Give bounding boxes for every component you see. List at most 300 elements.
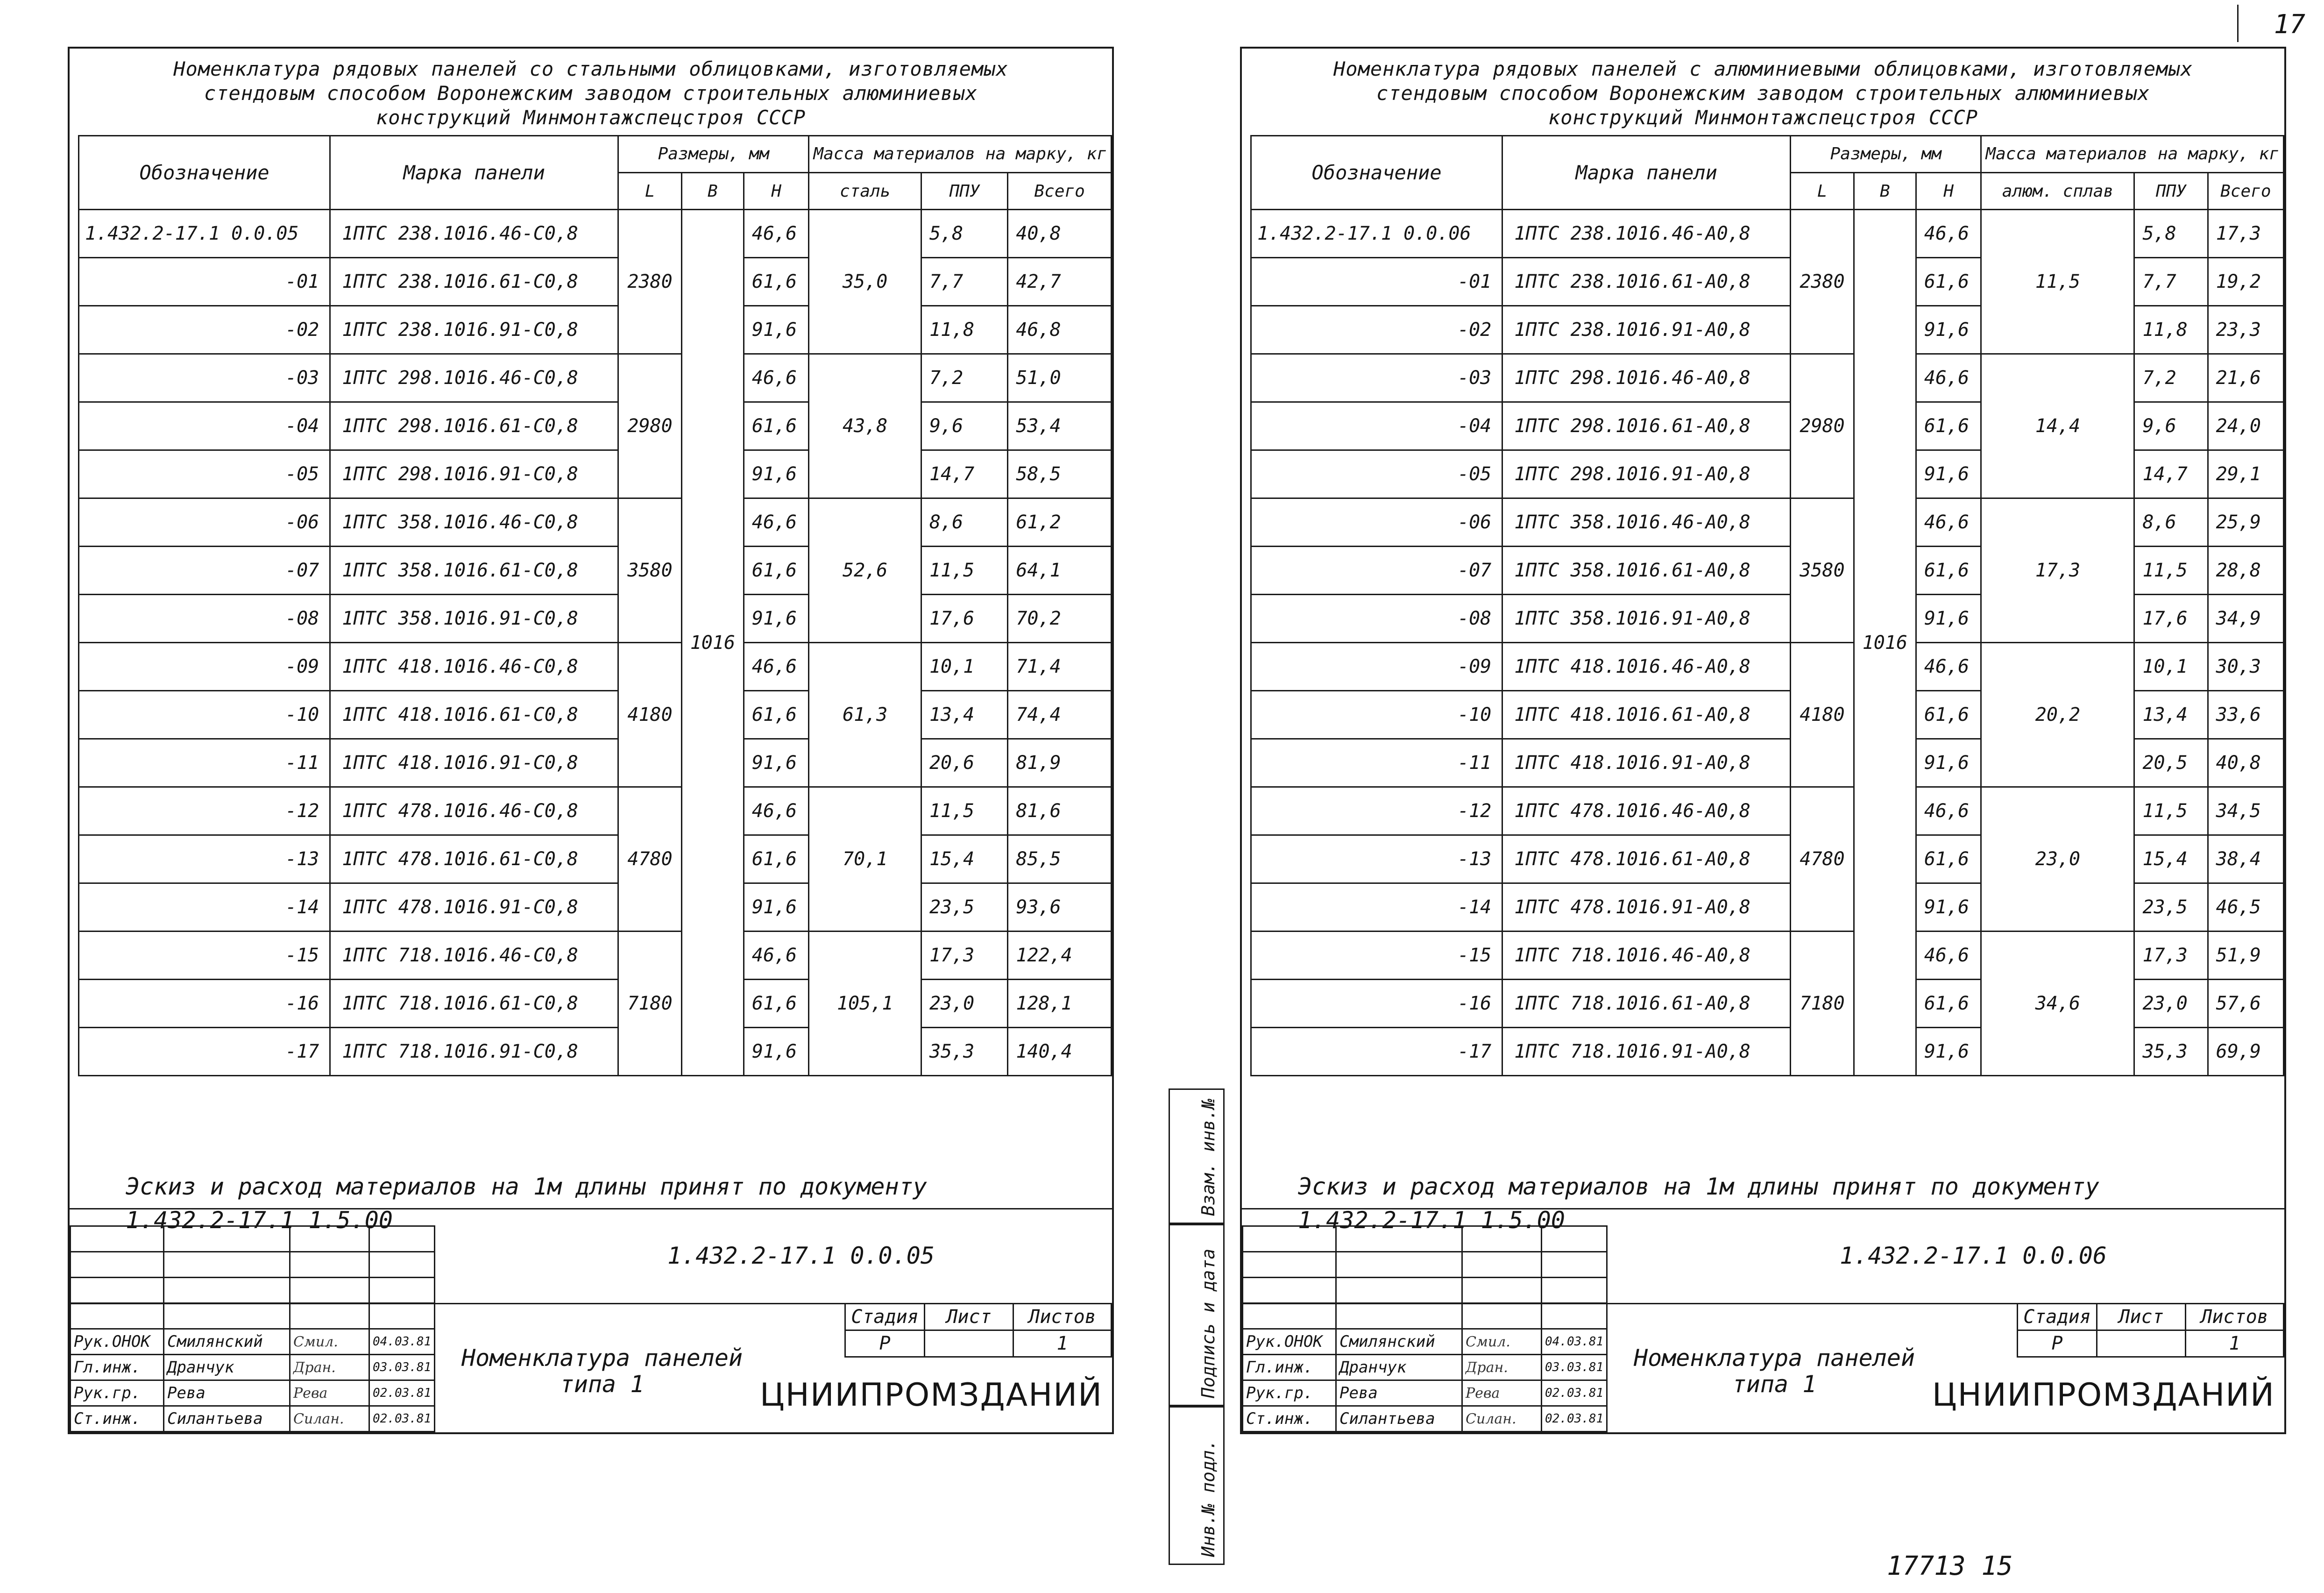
title-line: стендовым способом Воронежским заводом строительных алюминиевых bbox=[204, 82, 978, 105]
ppu-cell: 9,6 bbox=[921, 402, 1007, 450]
height-cell: 46,6 bbox=[744, 210, 809, 258]
note-line: 1.432.2-17.1 1.5.00 bbox=[1298, 1207, 1565, 1234]
designation-cell: -16 bbox=[1251, 980, 1502, 1028]
designation-cell: -17 bbox=[79, 1028, 330, 1076]
brand-cell: 1ПТС 478.1016.61-С0,8 bbox=[330, 835, 618, 883]
col-sizes-header: Размеры, мм bbox=[1791, 136, 1981, 173]
stamp-role: Гл.инж. bbox=[1243, 1355, 1336, 1380]
designation-cell: -08 bbox=[79, 595, 330, 643]
col-material-header: сталь bbox=[809, 173, 921, 210]
brand-cell: 1ПТС 478.1016.91-А0,8 bbox=[1502, 883, 1791, 932]
table-row bbox=[1251, 354, 2284, 402]
nomenclature-table bbox=[1250, 135, 2284, 1076]
height-cell: 61,6 bbox=[744, 980, 809, 1028]
ppu-cell: 15,4 bbox=[921, 835, 1007, 883]
sheets-label: Листов bbox=[1013, 1304, 1112, 1330]
stamp-role: Рук.гр. bbox=[1243, 1380, 1336, 1406]
table-row bbox=[79, 210, 1112, 258]
stamp-role: Ст.инж. bbox=[1243, 1406, 1336, 1432]
ppu-cell: 20,5 bbox=[2134, 739, 2208, 787]
ppu-cell: 14,7 bbox=[2134, 450, 2208, 498]
sheets-value: 1 bbox=[1013, 1330, 1112, 1357]
total-cell: 74,4 bbox=[1008, 691, 1112, 739]
designation-cell: 1.432.2-17.1 0.0.05 bbox=[79, 210, 330, 258]
designation-cell: -17 bbox=[1251, 1028, 1502, 1076]
stamp-person: Дранчук bbox=[1336, 1355, 1462, 1380]
stamp-role: Рук.ОНОК bbox=[1243, 1329, 1336, 1355]
total-cell: 24,0 bbox=[2208, 402, 2283, 450]
stamp-person: Рева bbox=[1336, 1380, 1462, 1406]
height-cell: 46,6 bbox=[744, 787, 809, 835]
length-cell: 2380 bbox=[1791, 210, 1854, 354]
total-cell: 42,7 bbox=[1008, 258, 1112, 306]
col-B-header: B bbox=[681, 173, 744, 210]
vertical-stamp-cell bbox=[1169, 1088, 1225, 1224]
stamp-cell bbox=[164, 1252, 290, 1278]
total-cell: 71,4 bbox=[1008, 643, 1112, 691]
brand-cell: 1ПТС 418.1016.91-А0,8 bbox=[1502, 739, 1791, 787]
signature: Рева bbox=[1462, 1380, 1542, 1406]
designation-cell: -06 bbox=[79, 498, 330, 547]
document-title: Номенклатура панелей типа 1 bbox=[1633, 1344, 1915, 1398]
ppu-cell: 7,7 bbox=[2134, 258, 2208, 306]
designation-cell: -14 bbox=[1251, 883, 1502, 932]
brand-cell: 1ПТС 418.1016.61-А0,8 bbox=[1502, 691, 1791, 739]
height-cell: 46,6 bbox=[744, 932, 809, 980]
total-cell: 57,6 bbox=[2208, 980, 2283, 1028]
brand-cell: 1ПТС 298.1016.61-А0,8 bbox=[1502, 402, 1791, 450]
brand-cell: 1ПТС 718.1016.46-А0,8 bbox=[1502, 932, 1791, 980]
brand-cell: 1ПТС 238.1016.61-А0,8 bbox=[1502, 258, 1791, 306]
nomenclature-table bbox=[78, 135, 1112, 1076]
total-cell: 21,6 bbox=[2208, 354, 2283, 402]
brand-cell: 1ПТС 298.1016.91-С0,8 bbox=[330, 450, 618, 498]
stamp-cell bbox=[1462, 1303, 1542, 1329]
height-cell: 61,6 bbox=[1916, 402, 1981, 450]
ppu-cell: 23,5 bbox=[2134, 883, 2208, 932]
height-cell: 61,6 bbox=[1916, 258, 1981, 306]
table-row bbox=[79, 787, 1112, 835]
ppu-cell: 13,4 bbox=[2134, 691, 2208, 739]
table-row bbox=[1251, 932, 2284, 980]
ppu-cell: 14,7 bbox=[921, 450, 1007, 498]
ppu-cell: 9,6 bbox=[2134, 402, 2208, 450]
ppu-cell: 7,2 bbox=[921, 354, 1007, 402]
stamp-cell bbox=[164, 1278, 290, 1303]
total-cell: 140,4 bbox=[1008, 1028, 1112, 1076]
stamp-cell bbox=[1542, 1278, 1607, 1303]
designation-cell: 1.432.2-17.1 0.0.06 bbox=[1251, 210, 1502, 258]
total-cell: 70,2 bbox=[1008, 595, 1112, 643]
table-row bbox=[79, 835, 1112, 883]
height-cell: 91,6 bbox=[744, 1028, 809, 1076]
total-cell: 128,1 bbox=[1008, 980, 1112, 1028]
stamp-date: 03.03.81 bbox=[369, 1355, 435, 1380]
height-cell: 61,6 bbox=[1916, 835, 1981, 883]
height-cell: 46,6 bbox=[1916, 354, 1981, 402]
brand-cell: 1ПТС 358.1016.61-А0,8 bbox=[1502, 547, 1791, 595]
total-cell: 33,6 bbox=[2208, 691, 2283, 739]
signature: Силан. bbox=[1462, 1406, 1542, 1432]
stamp-person: Дранчук bbox=[164, 1355, 290, 1380]
table-row bbox=[79, 980, 1112, 1028]
height-cell: 91,6 bbox=[1916, 1028, 1981, 1076]
total-cell: 69,9 bbox=[2208, 1028, 2283, 1076]
material-mass-cell: 11,5 bbox=[1981, 210, 2134, 354]
height-cell: 46,6 bbox=[1916, 643, 1981, 691]
material-mass-cell: 43,8 bbox=[809, 354, 921, 498]
length-cell: 3580 bbox=[1791, 498, 1854, 643]
brand-cell: 1ПТС 718.1016.61-А0,8 bbox=[1502, 980, 1791, 1028]
signature-table bbox=[70, 1225, 435, 1432]
material-mass-cell: 14,4 bbox=[1981, 354, 2134, 498]
brand-cell: 1ПТС 718.1016.91-А0,8 bbox=[1502, 1028, 1791, 1076]
height-cell: 91,6 bbox=[1916, 883, 1981, 932]
total-cell: 85,5 bbox=[1008, 835, 1112, 883]
total-cell: 38,4 bbox=[2208, 835, 2283, 883]
height-cell: 91,6 bbox=[744, 450, 809, 498]
ppu-cell: 8,6 bbox=[921, 498, 1007, 547]
stamp-role: Рук.гр. bbox=[71, 1380, 164, 1406]
stamp-date: 02.03.81 bbox=[369, 1380, 435, 1406]
table-row bbox=[79, 1028, 1112, 1076]
ppu-cell: 11,5 bbox=[921, 787, 1007, 835]
stamp-role: Гл.инж. bbox=[71, 1355, 164, 1380]
col-H-header: H bbox=[1916, 173, 1981, 210]
designation-cell: -13 bbox=[1251, 835, 1502, 883]
designation-cell: -06 bbox=[1251, 498, 1502, 547]
brand-cell: 1ПТС 418.1016.46-А0,8 bbox=[1502, 643, 1791, 691]
material-mass-cell: 23,0 bbox=[1981, 787, 2134, 932]
vertical-stamp-label: Подпись и дата bbox=[1198, 1248, 1219, 1398]
signature: Рева bbox=[290, 1380, 369, 1406]
brand-cell: 1ПТС 358.1016.91-С0,8 bbox=[330, 595, 618, 643]
height-cell: 91,6 bbox=[1916, 595, 1981, 643]
stamp-person: Силантьева bbox=[164, 1406, 290, 1432]
stamp-date: 02.03.81 bbox=[1542, 1406, 1607, 1432]
designation-cell: -07 bbox=[79, 547, 330, 595]
col-mass-header: Масса материалов на марку, кг bbox=[1981, 136, 2284, 173]
total-cell: 122,4 bbox=[1008, 932, 1112, 980]
col-total-header: Всего bbox=[1008, 173, 1112, 210]
height-cell: 61,6 bbox=[1916, 691, 1981, 739]
stage-table bbox=[844, 1303, 1112, 1358]
sheet-label: Лист bbox=[2097, 1304, 2186, 1330]
stamp-cell bbox=[369, 1226, 435, 1252]
stamp-cell bbox=[369, 1303, 435, 1329]
total-cell: 40,8 bbox=[1008, 210, 1112, 258]
table-row bbox=[79, 547, 1112, 595]
total-cell: 34,9 bbox=[2208, 595, 2283, 643]
document-title: Номенклатура панелей типа 1 bbox=[461, 1344, 743, 1398]
brand-cell: 1ПТС 298.1016.46-С0,8 bbox=[330, 354, 618, 402]
table-row bbox=[79, 643, 1112, 691]
table-row bbox=[79, 691, 1112, 739]
stamp-date: 02.03.81 bbox=[369, 1406, 435, 1432]
material-mass-cell: 35,0 bbox=[809, 210, 921, 354]
sheet-value bbox=[925, 1330, 1013, 1357]
length-cell: 7180 bbox=[618, 932, 682, 1076]
stage-label: Стадия bbox=[845, 1304, 925, 1330]
brand-cell: 1ПТС 358.1016.46-А0,8 bbox=[1502, 498, 1791, 547]
signature: Смил. bbox=[1462, 1329, 1542, 1355]
table-row bbox=[79, 354, 1112, 402]
table-row bbox=[79, 306, 1112, 354]
brand-cell: 1ПТС 358.1016.46-С0,8 bbox=[330, 498, 618, 547]
total-cell: 28,8 bbox=[2208, 547, 2283, 595]
ppu-cell: 17,3 bbox=[921, 932, 1007, 980]
signature: Силан. bbox=[290, 1406, 369, 1432]
material-mass-cell: 17,3 bbox=[1981, 498, 2134, 643]
total-cell: 81,9 bbox=[1008, 739, 1112, 787]
col-designation-header: Обозначение bbox=[1251, 136, 1502, 210]
page-number: 17 bbox=[2274, 9, 2305, 40]
material-mass-cell: 105,1 bbox=[809, 932, 921, 1076]
designation-cell: -11 bbox=[79, 739, 330, 787]
sheets-value: 1 bbox=[2186, 1330, 2284, 1357]
stamp-cell bbox=[1243, 1303, 1336, 1329]
material-mass-cell: 34,6 bbox=[1981, 932, 2134, 1076]
brand-cell: 1ПТС 298.1016.46-А0,8 bbox=[1502, 354, 1791, 402]
length-cell: 4180 bbox=[618, 643, 682, 787]
height-cell: 91,6 bbox=[744, 306, 809, 354]
height-cell: 61,6 bbox=[1916, 980, 1981, 1028]
designation-cell: -03 bbox=[79, 354, 330, 402]
ppu-cell: 7,2 bbox=[2134, 354, 2208, 402]
material-mass-cell: 52,6 bbox=[809, 498, 921, 643]
table-row bbox=[79, 258, 1112, 306]
designation-cell: -04 bbox=[79, 402, 330, 450]
brand-cell: 1ПТС 238.1016.91-А0,8 bbox=[1502, 306, 1791, 354]
designation-cell: -07 bbox=[1251, 547, 1502, 595]
total-cell: 40,8 bbox=[2208, 739, 2283, 787]
ppu-cell: 17,3 bbox=[2134, 932, 2208, 980]
ppu-cell: 17,6 bbox=[921, 595, 1007, 643]
height-cell: 46,6 bbox=[1916, 498, 1981, 547]
table-row bbox=[79, 883, 1112, 932]
brand-cell: 1ПТС 718.1016.46-С0,8 bbox=[330, 932, 618, 980]
height-cell: 46,6 bbox=[744, 354, 809, 402]
stage-table bbox=[2017, 1303, 2284, 1358]
title-line: конструкций Минмонтажспецстроя СССР bbox=[376, 106, 806, 129]
designation-cell: -12 bbox=[1251, 787, 1502, 835]
designation-cell: -05 bbox=[79, 450, 330, 498]
total-cell: 51,0 bbox=[1008, 354, 1112, 402]
col-ppu-header: ППУ bbox=[2134, 173, 2208, 210]
stamp-date: 02.03.81 bbox=[1542, 1380, 1607, 1406]
table-row bbox=[79, 498, 1112, 547]
brand-cell: 1ПТС 358.1016.61-С0,8 bbox=[330, 547, 618, 595]
stamp-cell bbox=[290, 1252, 369, 1278]
stamp-cell bbox=[71, 1252, 164, 1278]
stamp-cell bbox=[1462, 1252, 1542, 1278]
note-line: Эскиз и расход материалов на 1м длины принят по документу bbox=[1298, 1173, 2099, 1200]
material-mass-cell: 61,3 bbox=[809, 643, 921, 787]
ppu-cell: 23,0 bbox=[2134, 980, 2208, 1028]
width-cell: 1016 bbox=[681, 210, 744, 1076]
table-row bbox=[79, 932, 1112, 980]
height-cell: 91,6 bbox=[744, 739, 809, 787]
brand-cell: 1ПТС 478.1016.61-А0,8 bbox=[1502, 835, 1791, 883]
stamp-date: 03.03.81 bbox=[1542, 1355, 1607, 1380]
total-cell: 34,5 bbox=[2208, 787, 2283, 835]
designation-cell: -01 bbox=[1251, 258, 1502, 306]
note-line: Эскиз и расход материалов на 1м длины принят по документу bbox=[126, 1173, 927, 1200]
document-code: 1.432.2-17.1 0.0.05 bbox=[667, 1242, 935, 1269]
designation-cell: -10 bbox=[1251, 691, 1502, 739]
designation-cell: -02 bbox=[1251, 306, 1502, 354]
designation-cell: -03 bbox=[1251, 354, 1502, 402]
table-row bbox=[1251, 787, 2284, 835]
col-mass-header: Масса материалов на марку, кг bbox=[809, 136, 1112, 173]
brand-cell: 1ПТС 358.1016.91-А0,8 bbox=[1502, 595, 1791, 643]
table-row bbox=[79, 450, 1112, 498]
brand-cell: 1ПТС 238.1016.61-С0,8 bbox=[330, 258, 618, 306]
height-cell: 91,6 bbox=[1916, 739, 1981, 787]
length-cell: 4780 bbox=[1791, 787, 1854, 932]
height-cell: 61,6 bbox=[744, 258, 809, 306]
stamp-cell bbox=[1336, 1303, 1462, 1329]
stamp-person: Силантьева bbox=[1336, 1406, 1462, 1432]
length-cell: 2380 bbox=[618, 210, 682, 354]
brand-cell: 1ПТС 238.1016.91-С0,8 bbox=[330, 306, 618, 354]
ppu-cell: 8,6 bbox=[2134, 498, 2208, 547]
col-total-header: Всего bbox=[2208, 173, 2283, 210]
brand-cell: 1ПТС 418.1016.91-С0,8 bbox=[330, 739, 618, 787]
stamp-cell bbox=[1336, 1226, 1462, 1252]
material-mass-cell: 70,1 bbox=[809, 787, 921, 932]
title-line: конструкций Минмонтажспецстроя СССР bbox=[1548, 106, 1978, 129]
ppu-cell: 35,3 bbox=[2134, 1028, 2208, 1076]
stamp-cell bbox=[71, 1303, 164, 1329]
ppu-cell: 13,4 bbox=[921, 691, 1007, 739]
height-cell: 46,6 bbox=[1916, 932, 1981, 980]
brand-cell: 1ПТС 418.1016.46-С0,8 bbox=[330, 643, 618, 691]
designation-cell: -09 bbox=[1251, 643, 1502, 691]
document-code: 1.432.2-17.1 0.0.06 bbox=[1840, 1242, 2107, 1269]
col-L-header: L bbox=[1791, 173, 1854, 210]
stamp-cell bbox=[1336, 1252, 1462, 1278]
height-cell: 61,6 bbox=[744, 547, 809, 595]
length-cell: 4780 bbox=[618, 787, 682, 932]
brand-cell: 1ПТС 718.1016.61-С0,8 bbox=[330, 980, 618, 1028]
length-cell: 2980 bbox=[618, 354, 682, 498]
title-line: стендовым способом Воронежским заводом строительных алюминиевых bbox=[1376, 82, 2150, 105]
brand-cell: 1ПТС 238.1016.46-А0,8 bbox=[1502, 210, 1791, 258]
stamp-cell bbox=[164, 1303, 290, 1329]
organization-name: ЦНИИПРОМЗДАНИЙ bbox=[1932, 1377, 2275, 1414]
brand-cell: 1ПТС 478.1016.91-С0,8 bbox=[330, 883, 618, 932]
total-cell: 51,9 bbox=[2208, 932, 2283, 980]
stamp-person: Смилянский bbox=[1336, 1329, 1462, 1355]
stage-value: Р bbox=[845, 1330, 925, 1357]
height-cell: 91,6 bbox=[1916, 306, 1981, 354]
ppu-cell: 11,8 bbox=[921, 306, 1007, 354]
note-line: 1.432.2-17.1 1.5.00 bbox=[126, 1207, 393, 1234]
ppu-cell: 11,8 bbox=[2134, 306, 2208, 354]
sheet-value bbox=[2097, 1330, 2186, 1357]
table-row bbox=[79, 402, 1112, 450]
stamp-cell bbox=[290, 1226, 369, 1252]
length-cell: 3580 bbox=[618, 498, 682, 643]
stamp-cell bbox=[71, 1278, 164, 1303]
ppu-cell: 7,7 bbox=[921, 258, 1007, 306]
length-cell: 7180 bbox=[1791, 932, 1854, 1076]
sheets-label: Листов bbox=[2186, 1304, 2284, 1330]
total-cell: 30,3 bbox=[2208, 643, 2283, 691]
total-cell: 93,6 bbox=[1008, 883, 1112, 932]
designation-cell: -15 bbox=[1251, 932, 1502, 980]
col-brand-header: Марка панели bbox=[1502, 136, 1791, 210]
signature: Смил. bbox=[290, 1329, 369, 1355]
archive-number: 17713 15 bbox=[1887, 1551, 2013, 1581]
stamp-cell bbox=[1462, 1226, 1542, 1252]
height-cell: 46,6 bbox=[1916, 210, 1981, 258]
table-row bbox=[1251, 210, 2284, 258]
total-cell: 19,2 bbox=[2208, 258, 2283, 306]
stamp-date: 04.03.81 bbox=[369, 1329, 435, 1355]
sheet-title bbox=[70, 57, 1112, 136]
sheet-label: Лист bbox=[925, 1304, 1013, 1330]
stage-label: Стадия bbox=[2018, 1304, 2097, 1330]
title-line: Номенклатура рядовых панелей с алюминиевыми облицовками, изготовляемых bbox=[1333, 57, 2193, 80]
table-row bbox=[1251, 643, 2284, 691]
height-cell: 91,6 bbox=[744, 883, 809, 932]
stamp-person: Рева bbox=[164, 1380, 290, 1406]
table-row bbox=[79, 595, 1112, 643]
table-row bbox=[79, 739, 1112, 787]
vertical-stamp-cell bbox=[1169, 1224, 1225, 1406]
brand-cell: 1ПТС 238.1016.46-С0,8 bbox=[330, 210, 618, 258]
ppu-cell: 10,1 bbox=[921, 643, 1007, 691]
width-cell: 1016 bbox=[1854, 210, 1916, 1076]
stamp-cell bbox=[1542, 1226, 1607, 1252]
ppu-cell: 15,4 bbox=[2134, 835, 2208, 883]
stamp-cell bbox=[1462, 1278, 1542, 1303]
designation-cell: -11 bbox=[1251, 739, 1502, 787]
stamp-cell bbox=[1542, 1252, 1607, 1278]
vertical-stamp-cell bbox=[1169, 1406, 1225, 1565]
height-cell: 46,6 bbox=[1916, 787, 1981, 835]
total-cell: 61,2 bbox=[1008, 498, 1112, 547]
table-row bbox=[1251, 498, 2284, 547]
brand-cell: 1ПТС 478.1016.46-С0,8 bbox=[330, 787, 618, 835]
sheet-right bbox=[1240, 47, 2286, 1434]
height-cell: 61,6 bbox=[1916, 547, 1981, 595]
height-cell: 91,6 bbox=[744, 595, 809, 643]
designation-cell: -09 bbox=[79, 643, 330, 691]
stamp-cell bbox=[369, 1252, 435, 1278]
designation-cell: -16 bbox=[79, 980, 330, 1028]
stamp-role: Ст.инж. bbox=[71, 1406, 164, 1432]
col-sizes-header: Размеры, мм bbox=[618, 136, 809, 173]
signature: Дран. bbox=[290, 1355, 369, 1380]
stage-value: Р bbox=[2018, 1330, 2097, 1357]
total-cell: 29,1 bbox=[2208, 450, 2283, 498]
ppu-cell: 17,6 bbox=[2134, 595, 2208, 643]
total-cell: 53,4 bbox=[1008, 402, 1112, 450]
stamp-cell bbox=[1243, 1278, 1336, 1303]
stamp-cell bbox=[164, 1226, 290, 1252]
height-cell: 61,6 bbox=[744, 835, 809, 883]
designation-cell: -10 bbox=[79, 691, 330, 739]
sheet-title bbox=[1242, 57, 2284, 136]
signature-table bbox=[1242, 1225, 1608, 1432]
height-cell: 61,6 bbox=[744, 402, 809, 450]
length-cell: 4180 bbox=[1791, 643, 1854, 787]
edge-mark bbox=[2237, 5, 2239, 42]
designation-cell: -12 bbox=[79, 787, 330, 835]
